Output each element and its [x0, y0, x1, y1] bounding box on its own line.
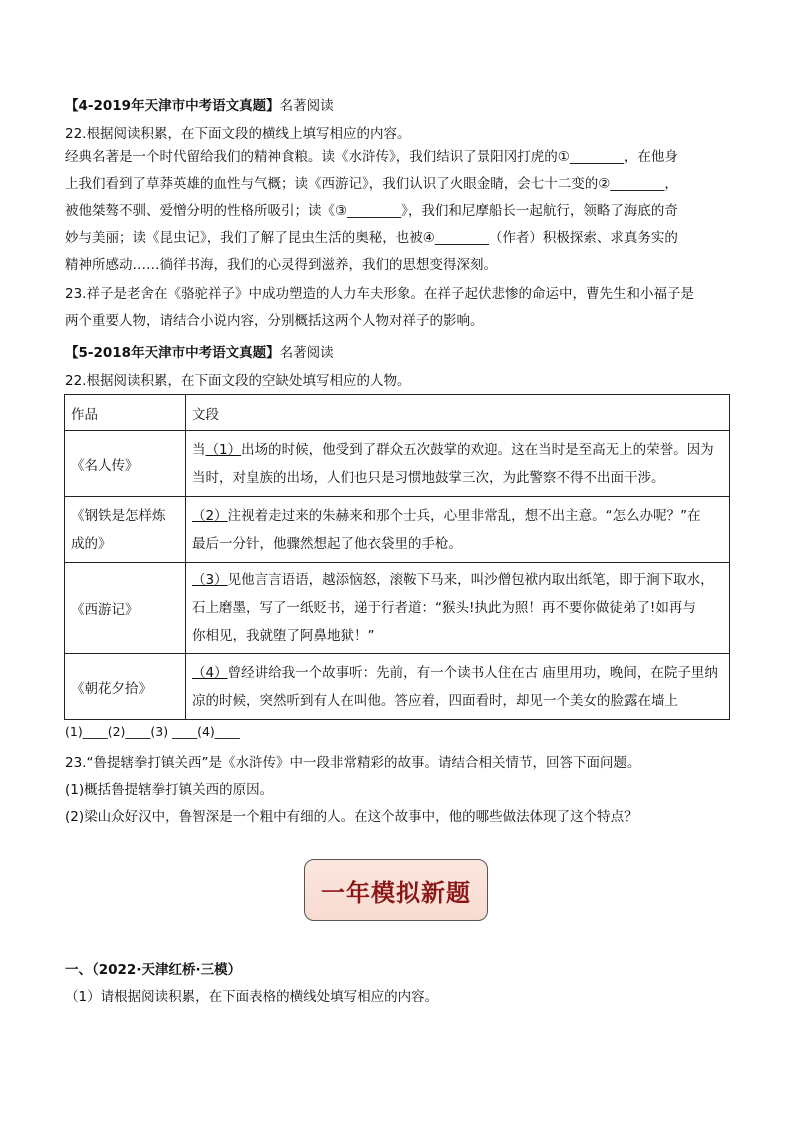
blank-marker: （4）	[192, 664, 228, 681]
passage-line: 精神所感动……徜徉书海，我们的心灵得到滋养，我们的思想变得深刻。	[65, 257, 497, 273]
passage-line: 最后一分针，他骤然想起了他衣袋里的手枪。	[192, 535, 462, 552]
question-23-part-2: (2)梁山众好汉中，鲁智深是一个粗中有细的人。在这个故事中，他的哪些做法体现了这个特点？	[65, 809, 638, 825]
question-line: 两个重要人物，请结合小说内容，分别概括这两个人物对祥子的影响。	[65, 313, 484, 329]
line-text: 出场的时候，他受到了群众五次鼓掌的欢迎。这在当时是至高无上的荣誉。因为	[241, 441, 714, 458]
section-heading-2019	[65, 94, 334, 114]
passage-cell	[186, 497, 730, 563]
question-22: 22.根据阅读积累，在下面文段的横线上填写相应的内容。	[65, 126, 411, 142]
header-work: 作品	[65, 395, 186, 431]
passage-cell	[186, 431, 730, 497]
passage-line: 妙与美丽；读《昆虫记》，我们了解了昆虫生活的奥秘，也被④________（作者）积极探索、求真务实的	[65, 230, 678, 246]
passage-line	[192, 502, 723, 530]
passage-line	[192, 566, 723, 594]
header-passage: 文段	[186, 395, 730, 431]
passage-line	[192, 436, 723, 464]
blank-marker: （3）	[192, 572, 228, 588]
passage-line	[192, 659, 723, 687]
work-title	[65, 497, 186, 563]
passage	[65, 144, 730, 279]
section-heading-2018	[65, 341, 334, 361]
table-row	[65, 563, 730, 654]
mock-questions-banner	[304, 859, 488, 921]
passage-cell	[186, 654, 730, 720]
passage-cell	[186, 563, 730, 654]
heading-source: 【4-2019年天津市中考语文真题】	[65, 98, 280, 114]
table-row	[65, 497, 730, 563]
blank-marker: （2）	[192, 507, 228, 524]
question-23: 23.“鲁提辖拳打镇关西”是《水浒传》中一段非常精彩的故事。请结合相关情节，回答下面问题。	[65, 755, 641, 771]
passage-line: 经典名著是一个时代留给我们的精神食粮。读《水浒传》，我们结识了景阳冈打虎的①________，在他身	[65, 149, 678, 165]
passage-line: 石上磨墨，写了一纸贬书，递于行者道：“猴头!执此为照！再不要你做徒弟了!如再与	[192, 600, 696, 616]
line-text: 曾经讲给我一个故事听：先前，有一个读书人住在古 庙里用功，晚间，在院子里纳	[227, 664, 718, 681]
question-1: （1）请根据阅读积累，在下面表格的横线处填写相应的内容。	[65, 989, 439, 1005]
work-title	[65, 431, 186, 497]
question-23	[65, 281, 730, 335]
table-header-row	[65, 395, 730, 431]
blank-marker: （1）	[205, 441, 242, 458]
heading-suffix: 名著阅读	[279, 98, 334, 114]
passage-line: 被他桀骜不驯、爱憎分明的性格所吸引；读《③________》，我们和尼摩船长一起航行，领略了海底的奇	[65, 203, 678, 219]
work-title	[65, 563, 186, 654]
passage-line: 上我们看到了草莽英雄的血性与气概；读《西游记》，我们认识了火眼金睛，会七十二变的②________，	[65, 176, 678, 192]
line-text: 注视着走过来的朱赫来和那个士兵，心里非常乱，想不出主意。“怎么办呢？”在	[227, 507, 701, 524]
work-title-line: 《朝花夕拾》	[71, 680, 152, 697]
work-title-line: 成的》	[71, 535, 112, 552]
heading-suffix: 名著阅读	[279, 345, 334, 361]
heading-source: 【5-2018年天津市中考语文真题】	[65, 345, 280, 361]
work-title	[65, 654, 186, 720]
table-row	[65, 654, 730, 720]
banner-title: 一年模拟新题	[321, 877, 471, 907]
work-title-line: 《钢铁是怎样炼	[71, 507, 166, 524]
passage-line: 当时，对皇族的出场，人们也只是习惯地鼓掌三次，为此警察不得不出面干涉。	[192, 469, 665, 486]
line-prefix: 当	[192, 441, 206, 458]
line-text: 见他言言语语，越添恼怒，滚鞍下马来，叫沙僧包袱内取出纸笔，即于涧下取水，	[227, 572, 714, 588]
passage-line: 你相见，我就堕了阿鼻地狱！”	[192, 628, 375, 644]
section-heading-2022: 一、（2022·天津红桥·三模）	[65, 962, 242, 978]
passage-line: 凉的时候，突然听到有人在叫他。答应着，四面看时，却见一个美女的脸露在墙上	[192, 692, 678, 709]
work-title-line: 《西游记》	[71, 602, 139, 618]
question-22: 22.根据阅读积累，在下面文段的空缺处填写相应的人物。	[65, 373, 411, 389]
answer-blanks: (1)____(2)____(3) ____(4)____	[65, 724, 240, 739]
table-row	[65, 431, 730, 497]
work-title-line: 《名人传》	[71, 457, 139, 474]
question-line: 23.祥子是老舍在《骆驼祥子》中成功塑造的人力车夫形象。在祥子起伏悲惨的命运中，曹先生和小福子是	[65, 286, 694, 302]
works-table	[64, 394, 730, 720]
question-23-part-1: (1)概括鲁提辖拳打镇关西的原因。	[65, 782, 274, 798]
